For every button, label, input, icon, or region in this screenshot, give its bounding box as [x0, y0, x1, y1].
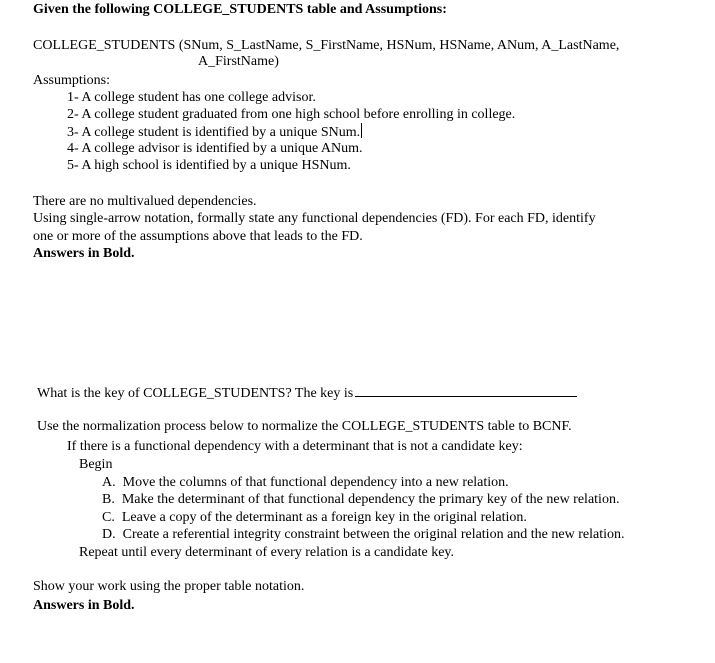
fd-line-3: one or more of the assumptions above that leads to the FD. — [33, 229, 363, 244]
fd-answers-label: Answers in Bold. — [33, 246, 135, 261]
key-question-text: What is the key of COLLEGE_STUDENTS? The key is — [37, 386, 354, 401]
text-cursor — [361, 123, 362, 138]
step-d — [102, 526, 624, 543]
step-b — [102, 491, 619, 508]
step-letter: C. — [102, 510, 115, 525]
assumption-3-text: 3- A college student is identified by a unique SNum. — [67, 125, 361, 140]
page-heading: Given the following COLLEGE_STUDENTS table and Assumptions: — [33, 2, 447, 17]
schema-line-2: A_FirstName) — [198, 54, 279, 69]
show-work-answers-label: Answers in Bold. — [33, 598, 135, 613]
step-letter: B. — [102, 492, 115, 507]
step-letter: D. — [102, 527, 116, 542]
key-question — [37, 384, 577, 402]
assumptions-title: Assumptions: — [33, 73, 111, 88]
step-text: Create a referential integrity constraint between the original relation and the new relation. — [122, 527, 625, 542]
assumption-1: 1- A college student has one college advisor. — [67, 90, 316, 105]
step-letter: A. — [102, 475, 116, 490]
assumption-2: 2- A college student graduated from one high school before enrolling in college. — [67, 107, 516, 122]
schema-line-1: COLLEGE_STUDENTS (SNum, S_LastName, S_FirstName, HSNum, HSName, ANum, A_LastName, — [33, 38, 620, 53]
key-answer-blank[interactable] — [355, 384, 577, 397]
show-work-line: Show your work using the proper table notation. — [33, 579, 305, 594]
step-text: Leave a copy of the determinant as a foreign key in the original relation. — [121, 510, 527, 525]
step-text: Move the columns of that functional dependency into a new relation. — [122, 475, 509, 490]
normalization-repeat: Repeat until every determinant of every relation is a candidate key. — [79, 545, 454, 560]
step-a — [102, 474, 509, 491]
fd-line-2: Using single-arrow notation, formally state any functional dependencies (FD). For each FD, identify — [33, 211, 596, 226]
step-text: Make the determinant of that functional dependency the primary key of the new relation. — [121, 492, 620, 507]
normalization-intro: Use the normalization process below to normalize the COLLEGE_STUDENTS table to BCNF. — [37, 419, 572, 434]
fd-line-1: There are no multivalued dependencies. — [33, 194, 257, 209]
assumption-3 — [67, 123, 362, 141]
normalization-begin: Begin — [79, 457, 113, 472]
assumption-5: 5- A high school is identified by a unique HSNum. — [67, 158, 351, 173]
assumption-4: 4- A college advisor is identified by a unique ANum. — [67, 141, 363, 156]
normalization-condition: If there is a functional dependency with a determinant that is not a candidate key: — [67, 439, 523, 454]
step-c — [102, 509, 527, 526]
